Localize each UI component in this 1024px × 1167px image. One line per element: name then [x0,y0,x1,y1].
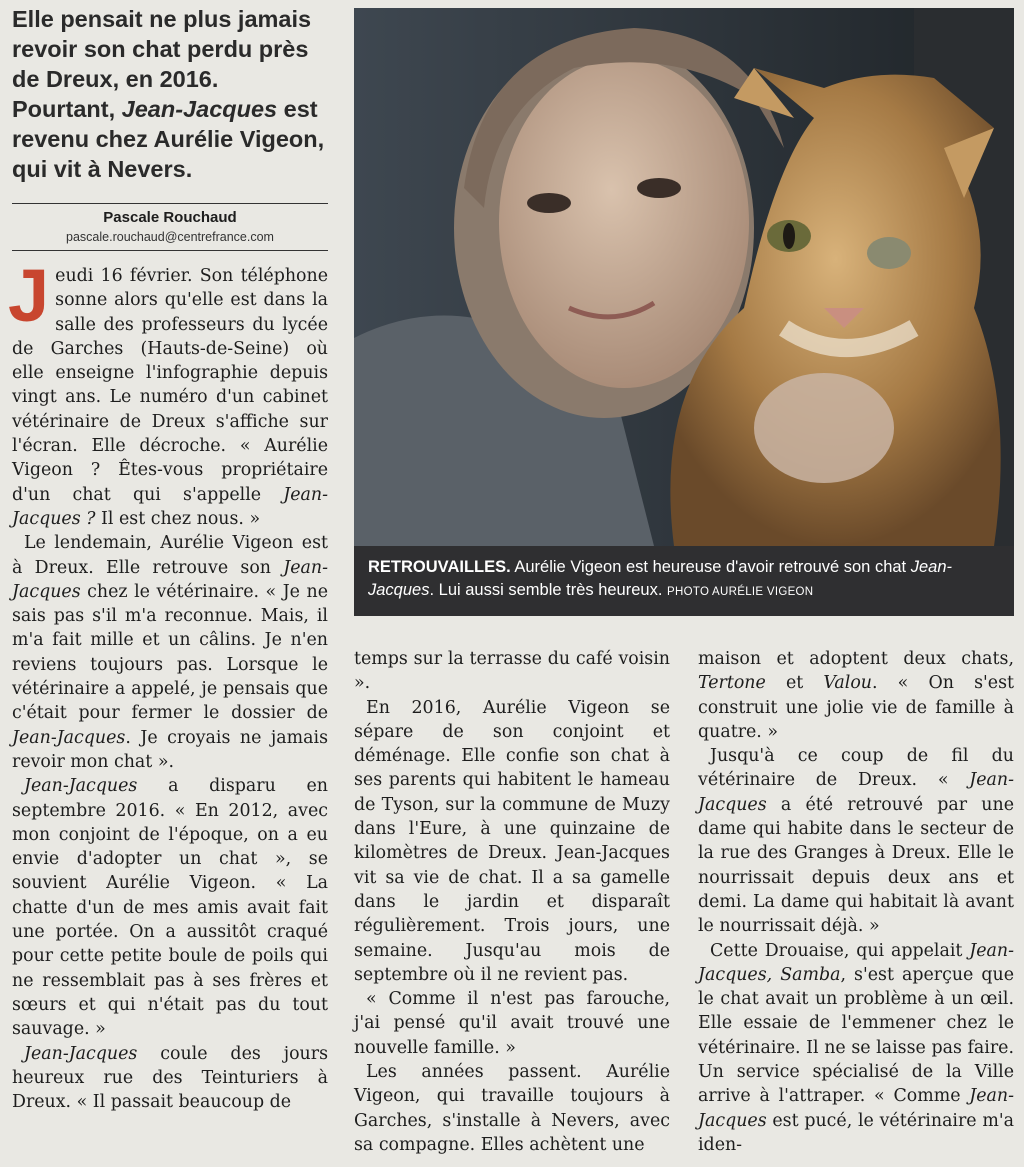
headline-line2 [12,94,342,184]
byline-email: pascale.rouchaud@centrefrance.com [66,230,274,244]
byline-author: Pascale Rouchaud [103,209,237,226]
caption-name: Jean-Jacques [368,558,952,599]
article-paragraph [12,531,328,774]
article-column-2 [354,647,670,1157]
paragraph-name: Jean-Jacques [698,1086,1014,1131]
paragraph-text: Il est chez nous. » [95,508,261,529]
caption-text: Aurélie Vigeon est heureuse d'avoir retrouvé son chat [510,558,911,576]
article-column-3 [698,647,1014,1157]
paragraph-text: a disparu en septembre 2016. « En 2012, avec mon conjoint de l'époque, on a eu envie d'adopter un chat », se souvient Aurélie Vigeon. « La chatte d'un de mes amis avait fait une portée. On a aussitôt craqué pour cette petite boule de poils qui ne ressemblait pas à ses frères et sœurs et qui n'était pas du tout sauvage. » [12,776,328,1040]
byline-top-rule [12,203,328,204]
paragraph-name: Tertone [698,673,766,694]
headline-post: est revenu chez Aurélie Vigeon, qui vit à Nevers. [12,96,325,182]
article-paragraph [8,254,328,531]
photo-credit: PHOTO AURÉLIE VIGEON [667,586,814,598]
byline [12,208,328,246]
article-paragraph [12,774,328,1041]
headline-line1: Elle pensait ne plus jamais revoir son chat perdu près de Dreux, en 2016. [12,6,312,92]
paragraph-text: eudi 16 février. Son téléphone sonne alors qu'elle est dans la salle des professeurs du lycée de Garches (Hauts-de-Seine) où elle enseigne l'infographie depuis vingt ans. Le numéro d'un cabinet vétérinaire de Dreux s'affiche sur l'écran. Elle décroche. « Aurélie Vigeon ? Êtes-vous propriétaire d'un chat qui s'appelle [12,266,328,505]
article-paragraph: Les années passent. Aurélie Vigeon, qui travaille toujours à Garches, s'installe à Nevers, avec sa compagne. Elles achètent une [354,1062,670,1155]
paragraph-name: Jean-Jacques [12,727,126,748]
paragraph-name: Jean-Jacques ? [12,484,328,529]
photo-caption [354,546,1014,616]
paragraph-text: . Je croyais ne jamais revoir mon chat ». [12,727,328,772]
article-paragraph: temps sur la terrasse du café voisin ». [354,649,670,694]
paragraph-text: est pucé, le vétérinaire m'a iden- [698,1110,1014,1155]
headline-name: Jean-Jacques [121,96,278,122]
article-paragraph [12,1042,328,1115]
article-paragraph [698,647,1014,744]
dropcap: J [8,254,50,337]
paragraph-name: Jean-Jacques [24,1043,138,1064]
paragraph-text: Cette Drouaise, qui appelait [710,940,970,961]
article-paragraph: « Comme il n'est pas farouche, j'ai pensé qu'il avait trouvé une nouvelle famille. » [354,989,670,1058]
paragraph-name: Jean-Jacques [12,557,328,602]
article-paragraph [698,744,1014,938]
headline [12,4,342,184]
paragraph-text: , s'est aperçue que le chat avait un problème à un œil. Elle essaie de l'emmener chez le vétérinaire. Il ne se laisse pas faire. Un service spécialisé de la Ville arrive à l'attraper. « Comme [698,964,1015,1107]
paragraph-name: Jean-Jacques, Samba [698,940,1014,985]
article-column-1 [8,254,328,1114]
photo-woman-with-cat [354,8,1014,546]
byline-bottom-rule [12,250,328,251]
caption-end: . Lui aussi semble très heureux. [429,581,668,599]
paragraph-text: . « On s'est construit une jolie vie de famille à quatre. » [698,673,1014,742]
paragraph-text: Le lendemain, Aurélie Vigeon est à Dreux. Elle retrouve son [12,533,328,578]
photo-illustration [354,8,1014,546]
caption-lead: RETROUVAILLES. [368,558,511,576]
paragraph-text: coule des jours heureux rue des Teinturiers à Dreux. « Il passait beaucoup de [12,1043,328,1113]
paragraph-text: a été retrouvé par une dame qui habite dans le secteur de la rue des Granges à Dreux. Elle le nourrissait depuis deux ans et demi. La dame qui habitait là avant le nourrissait déjà. » [698,794,1014,937]
paragraph-text: chez le vétérinaire. « Je ne sais pas s'il m'a reconnue. Mais, il m'a fait mille et un câlins. Je n'en reviens toujours pas. Lorsque le vétérinaire a appelé, je pensais que c'était pour fermer le dossier de [12,581,328,724]
paragraph-name: Jean-Jacques [698,770,1014,815]
paragraph-text: et [765,673,824,694]
paragraph-name: Jean-Jacques [24,776,138,797]
article-paragraph [698,939,1014,1158]
paragraph-text: Jusqu'à ce coup de fil du vétérinaire de Dreux. « [698,746,1014,791]
article-paragraph: En 2016, Aurélie Vigeon se sépare de son conjoint et déménage. Elle confie son chat à ses parents qui habitent le hameau de Tyson, sur la commune de Muzy dans l'Eure, à une quinzaine de kilomètres de Dreux. Jean-Jacques vit sa vie de chat. Il a sa gamelle dans le jardin et disparaît régulièrement. Trois jours, une semaine. Jusqu'au mois de septembre où il ne revient pas. [354,697,670,985]
paragraph-name: Valou [823,673,872,694]
paragraph-text: maison et adoptent deux chats, [698,649,1014,669]
headline-pre: Pourtant, [12,96,122,122]
